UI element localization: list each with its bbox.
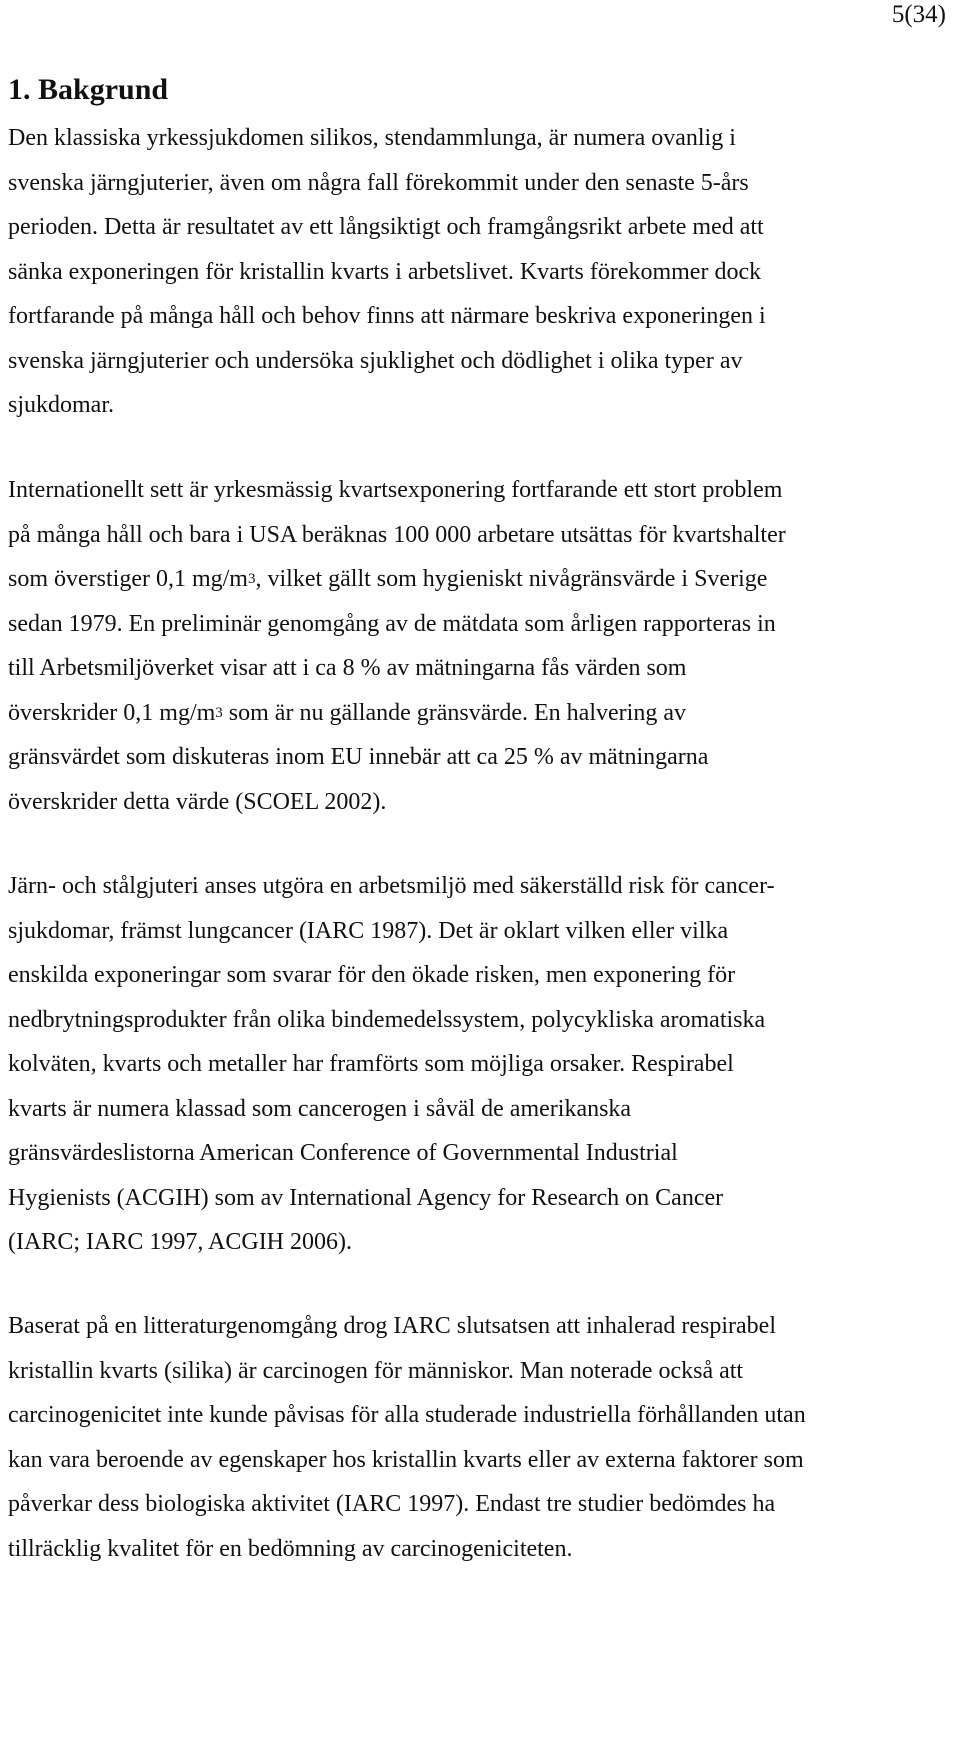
text-line: kvarts är numera klassad som cancerogen i såväl de amerikanska xyxy=(8,1095,632,1122)
text-line: Baserat på en litteraturgenomgång drog IARC slutsatsen att inhalerad respirabel xyxy=(8,1313,776,1339)
text-line: (IARC; IARC 1997, ACGIH 2006). xyxy=(8,1229,353,1255)
text-segment: , vilket gällt som hygieniskt nivågränsvärde i Sverige xyxy=(255,566,768,592)
superscript: 3 xyxy=(247,571,256,587)
section-heading: 1. Bakgrund xyxy=(8,73,169,106)
text-line: carcinogenicitet inte kunde påvisas för alla studerade industriella förhållanden utan xyxy=(8,1402,806,1428)
text-line: sjukdomar. xyxy=(8,392,114,418)
text-line xyxy=(8,557,956,602)
text-line: fortfarande på många håll och behov finns att närmare beskriva exponeringen i xyxy=(8,303,766,329)
text-line: tillräcklig kvalitet för en bedömning av carcinogeniciteten. xyxy=(8,1535,573,1562)
text-line: gränsvärdeslistorna American Conference of Governmental Industrial xyxy=(8,1140,678,1166)
text-line: Järn- och stålgjuteri anses utgöra en arbetsmiljö med säkerställd risk för cancer- xyxy=(8,873,775,899)
text-line: perioden. Detta är resultatet av ett långsiktigt och framgångsrikt arbete med att xyxy=(8,214,764,240)
text-line: gränsvärdet som diskuteras inom EU innebär att ca 25 % av mätningarna xyxy=(8,744,709,770)
text-line: överskrider detta värde (SCOEL 2002). xyxy=(8,788,387,815)
paragraph-3 xyxy=(8,864,956,1265)
text-line: till Arbetsmiljöverket visar att i ca 8 % av mätningarna fås värden som xyxy=(8,655,687,681)
text-segment: som överstiger 0,1 mg/m xyxy=(8,566,248,592)
text-line: sjukdomar, främst lungcancer (IARC 1987). Det är oklart vilken eller vilka xyxy=(8,917,729,944)
text-line: kan vara beroende av egenskaper hos kristallin kvarts eller av externa faktorer som xyxy=(8,1446,804,1473)
text-segment: överskrider 0,1 mg/m xyxy=(8,699,216,726)
paragraph-1 xyxy=(8,116,956,428)
text-line: sänka exponeringen för kristallin kvarts i arbetslivet. Kvarts förekommer dock xyxy=(8,258,762,285)
text-segment: som är nu gällande gränsvärde. En halvering av xyxy=(222,699,686,726)
page-number: 5(34) xyxy=(891,1,946,28)
text-line: kolväten, kvarts och metaller har framförts som möjliga orsaker. Respirabel xyxy=(8,1051,734,1077)
paragraph-2 xyxy=(8,468,956,824)
text-line: Hygienists (ACGIH) som av International Agency for Research on Cancer xyxy=(8,1184,724,1211)
superscript: 3 xyxy=(215,704,223,721)
text-line: svenska järngjuterier och undersöka sjuklighet och dödlighet i olika typer av xyxy=(8,347,743,374)
text-line: Internationellt sett är yrkesmässig kvartsexponering fortfarande ett stort problem xyxy=(8,477,783,503)
text-line: nedbrytningsprodukter från olika bindemedelssystem, polycykliska aromatiska xyxy=(8,1006,766,1033)
text-line: enskilda exponeringar som svarar för den ökade risken, men exponering för xyxy=(8,962,736,988)
text-line: Den klassiska yrkessjukdomen silikos, stendammlunga, är numera ovanlig i xyxy=(8,125,736,151)
paragraph-4 xyxy=(8,1304,956,1571)
text-line: påverkar dess biologiska aktivitet (IARC 1997). Endast tre studier bedömdes ha xyxy=(8,1491,776,1517)
text-line: sedan 1979. En preliminär genomgång av de mätdata som årligen rapporteras in xyxy=(8,610,776,637)
text-line xyxy=(8,691,956,736)
text-line: kristallin kvarts (silika) är carcinogen för människor. Man noterade också att xyxy=(8,1357,744,1384)
text-line: svenska järngjuterier, även om några fall förekommit under den senaste 5-års xyxy=(8,169,749,196)
text-line: på många håll och bara i USA beräknas 100 000 arbetare utsättas för kvartshalter xyxy=(8,521,786,548)
